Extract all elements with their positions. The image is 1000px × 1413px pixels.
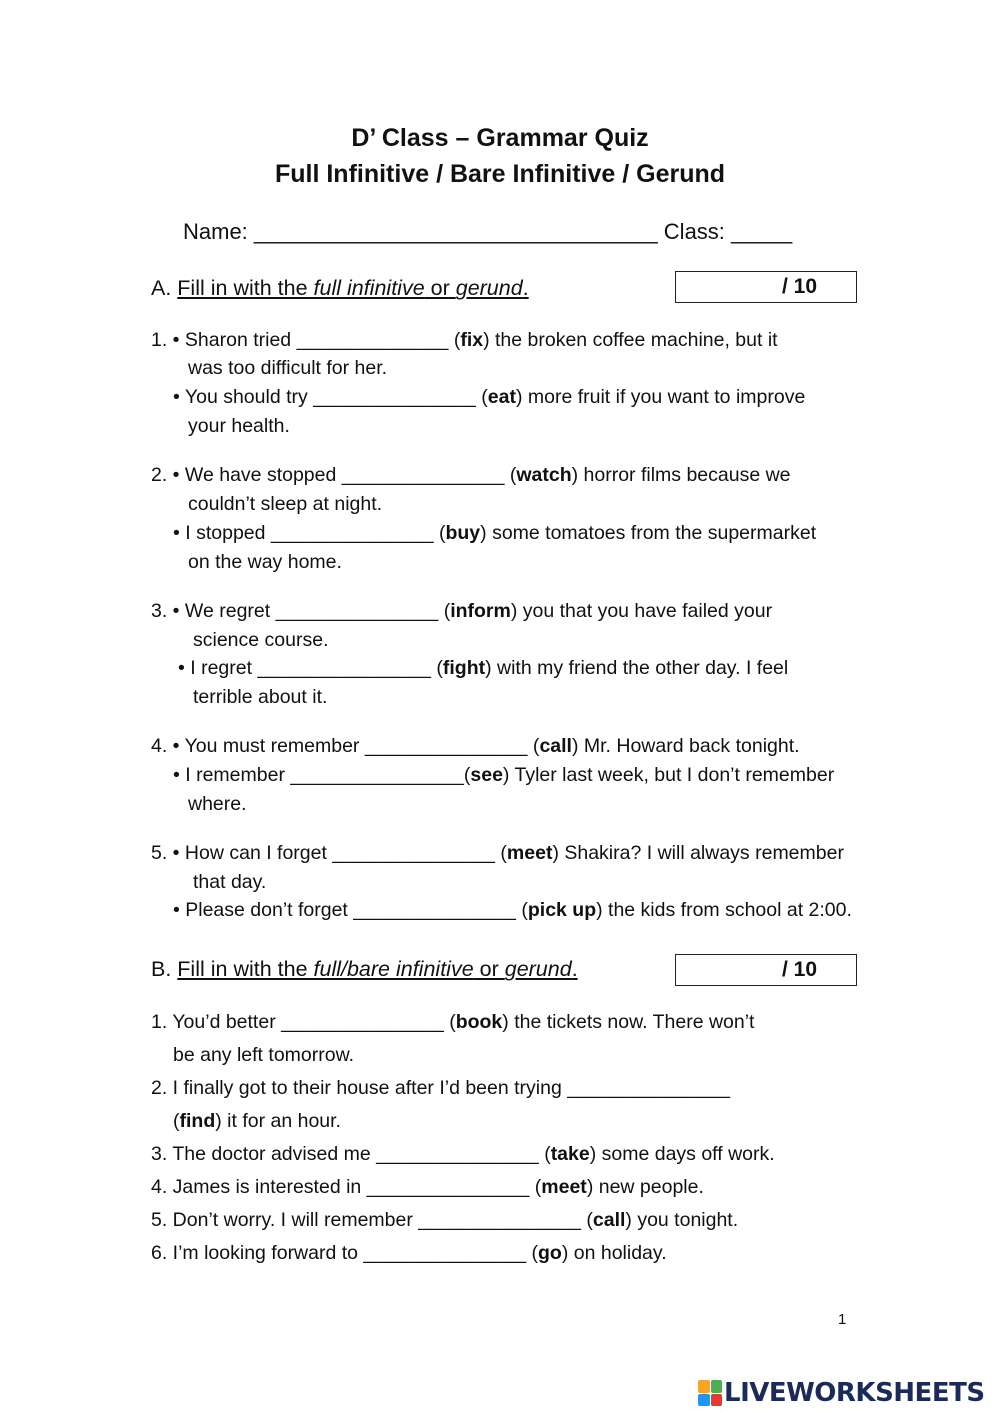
section-b-heading: B. Fill in with the full/bare infinitive or gerund. bbox=[151, 957, 578, 981]
list-item: • I remember ________________(see) Tyler last week, but I don’t remember bbox=[173, 764, 835, 786]
list-item: 5. Don’t worry. I will remember _______________ (call) you tonight. bbox=[151, 1209, 739, 1231]
list-item: 3. The doctor advised me _______________ (take) some days off work. bbox=[151, 1143, 775, 1165]
logo-text: LIVEWORKSHEETS bbox=[724, 1378, 985, 1408]
list-item: couldn’t sleep at night. bbox=[188, 493, 383, 515]
list-item: where. bbox=[188, 793, 247, 815]
list-item: 6. I’m looking forward to _______________ (go) on holiday. bbox=[151, 1242, 667, 1264]
list-item: • I stopped _______________ (buy) some tomatoes from the supermarket bbox=[173, 522, 817, 544]
page-number: 1 bbox=[838, 1311, 847, 1328]
section-a-score: / 10 bbox=[782, 275, 818, 298]
list-item: • You should try _______________ (eat) more fruit if you want to improve bbox=[173, 386, 806, 408]
list-item: • I regret ________________ (fight) with my friend the other day. I feel bbox=[178, 657, 789, 679]
section-b-score-box[interactable] bbox=[675, 954, 857, 986]
section-a-heading: A. Fill in with the full infinitive or gerund. bbox=[151, 276, 529, 300]
list-item: was too difficult for her. bbox=[188, 357, 388, 379]
list-item: terrible about it. bbox=[193, 686, 328, 708]
list-item: • Please don’t forget _______________ (pick up) the kids from school at 2:00. bbox=[173, 899, 852, 921]
list-item: science course. bbox=[193, 629, 329, 651]
logo-mark-icon bbox=[698, 1380, 722, 1406]
list-item: 2. I finally got to their house after I’d been trying _______________ bbox=[151, 1077, 730, 1099]
quiz-title: D’ Class – Grammar Quiz bbox=[351, 124, 649, 152]
list-item: 2. • We have stopped _______________ (watch) horror films because we bbox=[151, 464, 791, 486]
section-a-score-box[interactable] bbox=[675, 271, 857, 303]
list-item: on the way home. bbox=[188, 551, 342, 573]
list-item: 1. • Sharon tried ______________ (fix) the broken coffee machine, but it bbox=[151, 329, 778, 351]
list-item: be any left tomorrow. bbox=[173, 1044, 355, 1066]
section-b-score: / 10 bbox=[782, 958, 818, 981]
list-item: 5. • How can I forget _______________ (meet) Shakira? I will always remember bbox=[151, 842, 844, 864]
list-item: 4. • You must remember _______________ (call) Mr. Howard back tonight. bbox=[151, 735, 800, 757]
list-item: 3. • We regret _______________ (inform) you that you have failed your bbox=[151, 600, 773, 622]
list-item: (find) it for an hour. bbox=[173, 1110, 341, 1132]
list-item: that day. bbox=[193, 871, 267, 893]
liveworksheets-logo[interactable] bbox=[698, 1378, 985, 1408]
quiz-subtitle: Full Infinitive / Bare Infinitive / Gerund bbox=[274, 160, 726, 188]
list-item: 1. You’d better _______________ (book) the tickets now. There won’t bbox=[151, 1011, 755, 1033]
name-class-line: Name: _________________________________ Class: _____ bbox=[183, 219, 793, 244]
list-item: 4. James is interested in _______________ (meet) new people. bbox=[151, 1176, 704, 1198]
list-item: your health. bbox=[188, 415, 290, 437]
